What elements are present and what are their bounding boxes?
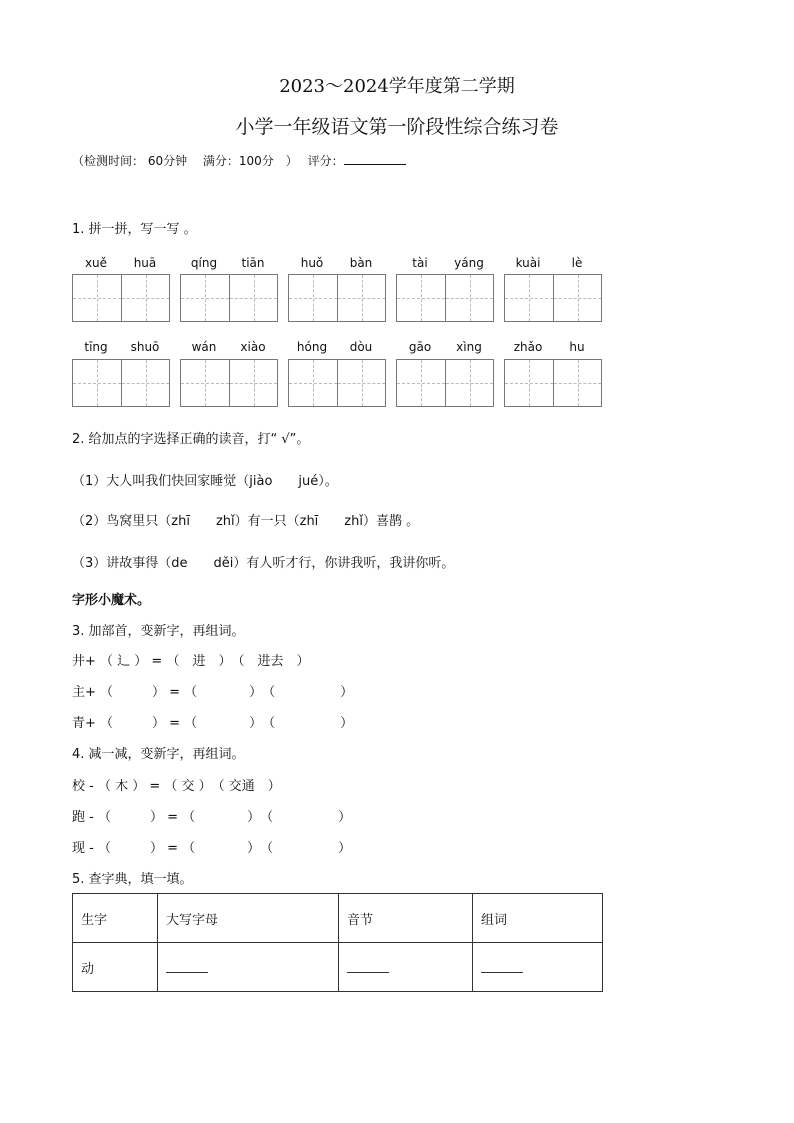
header-cell: 组词	[473, 894, 603, 943]
q4-line-2: 跑 - （ ） = （ ） （ ）	[72, 810, 352, 825]
writing-cell[interactable]	[288, 359, 338, 407]
pinyin-label: kuài	[515, 256, 541, 270]
table-cell: 动	[73, 943, 158, 992]
exam-info	[72, 152, 406, 169]
q3-label: 3. 加部首，变新字，再组词。	[72, 624, 245, 639]
pinyin-label: huǒ	[300, 256, 324, 270]
header-cell: 生字	[73, 894, 158, 943]
writing-cell[interactable]	[121, 359, 170, 407]
pinyin-label: huā	[133, 256, 157, 270]
writing-cell[interactable]	[229, 359, 278, 407]
table-cell	[473, 943, 603, 992]
table-cell	[158, 943, 339, 992]
writing-cell[interactable]	[445, 274, 494, 322]
q2-item-2: （2）鸟窝里只（zhī zhǐ）有一只（zhī zhǐ）喜鹊 。	[72, 514, 420, 529]
q1-label: 1. 拼一拼，写一写 。	[72, 222, 197, 237]
pinyin-label: tài	[412, 256, 428, 270]
pinyin-label: qíng	[190, 256, 218, 270]
pinyin-label: yáng	[454, 256, 484, 270]
exam-subtitle: 小学一年级语文第一阶段性综合练习卷	[235, 116, 559, 138]
pinyin-label: hu	[569, 340, 585, 354]
pinyin-label: lè	[571, 256, 583, 270]
writing-cell[interactable]	[180, 359, 230, 407]
q4-line-1: 校 - （ 木 ） = （ 交 ） （ 交通 ）	[72, 779, 281, 794]
writing-cell[interactable]	[396, 359, 446, 407]
header-cell: 大写字母	[158, 894, 339, 943]
q2-item-3: （3）讲故事得（de děi）有人听才行，你讲我听，我讲你听。	[72, 556, 455, 571]
answer-blank[interactable]	[481, 958, 523, 973]
header-cell: 音节	[339, 894, 473, 943]
writing-cell[interactable]	[337, 359, 386, 407]
writing-cell[interactable]	[396, 274, 446, 322]
writing-cell[interactable]	[72, 274, 122, 322]
answer-blank[interactable]	[166, 958, 208, 973]
writing-cell[interactable]	[553, 359, 602, 407]
q4-label: 4. 减一减，变新字，再组词。	[72, 747, 245, 762]
writing-cell[interactable]	[180, 274, 230, 322]
writing-cell[interactable]	[288, 274, 338, 322]
exam-title: 2023～2024学年度第二学期	[279, 76, 515, 97]
answer-blank[interactable]	[347, 958, 389, 973]
q2-label: 2. 给加点的字选择正确的读音，打“ √”。	[72, 432, 310, 447]
table-cell	[339, 943, 473, 992]
pinyin-label: bàn	[349, 256, 373, 270]
q4-line-3: 现 - （ ） = （ ） （ ）	[72, 841, 352, 856]
pinyin-label: gāo	[408, 340, 432, 354]
pinyin-label: zhǎo	[513, 340, 543, 354]
score-blank[interactable]	[344, 152, 406, 165]
dictionary-table	[72, 893, 603, 992]
q3-line-3: 青+ （ ） = （ ） （ ）	[72, 716, 354, 731]
pinyin-label: xiào	[240, 340, 266, 354]
writing-cell[interactable]	[553, 274, 602, 322]
writing-cell[interactable]	[72, 359, 122, 407]
exam-info-text: （检测时间： 60分钟 满分：100分 ） 评分：	[72, 154, 344, 168]
pinyin-label: dòu	[349, 340, 373, 354]
writing-cell[interactable]	[337, 274, 386, 322]
pinyin-label: tīng	[84, 340, 108, 354]
writing-cell[interactable]	[504, 274, 554, 322]
writing-cell[interactable]	[445, 359, 494, 407]
pinyin-label: xìng	[456, 340, 482, 354]
table-row	[73, 943, 603, 992]
pinyin-label: xuě	[84, 256, 108, 270]
writing-cell[interactable]	[504, 359, 554, 407]
q5-label: 5. 查字典，填一填。	[72, 872, 193, 887]
writing-cell[interactable]	[229, 274, 278, 322]
writing-cell[interactable]	[121, 274, 170, 322]
pinyin-label: wán	[191, 340, 217, 354]
pinyin-label: hóng	[296, 340, 328, 354]
q3-line-2: 主+ （ ） = （ ） （ ）	[72, 685, 354, 700]
section-title: 字形小魔术。	[72, 593, 151, 608]
q3-line-1: 井+ （ 辶 ） = （ 进 ） （ 进去 ）	[72, 654, 310, 669]
table-header-row	[73, 894, 603, 943]
pinyin-label: shuō	[130, 340, 160, 354]
q2-item-1: （1）大人叫我们快回家睡觉（jiào jué）。	[72, 474, 338, 489]
pinyin-label: tiān	[241, 256, 265, 270]
